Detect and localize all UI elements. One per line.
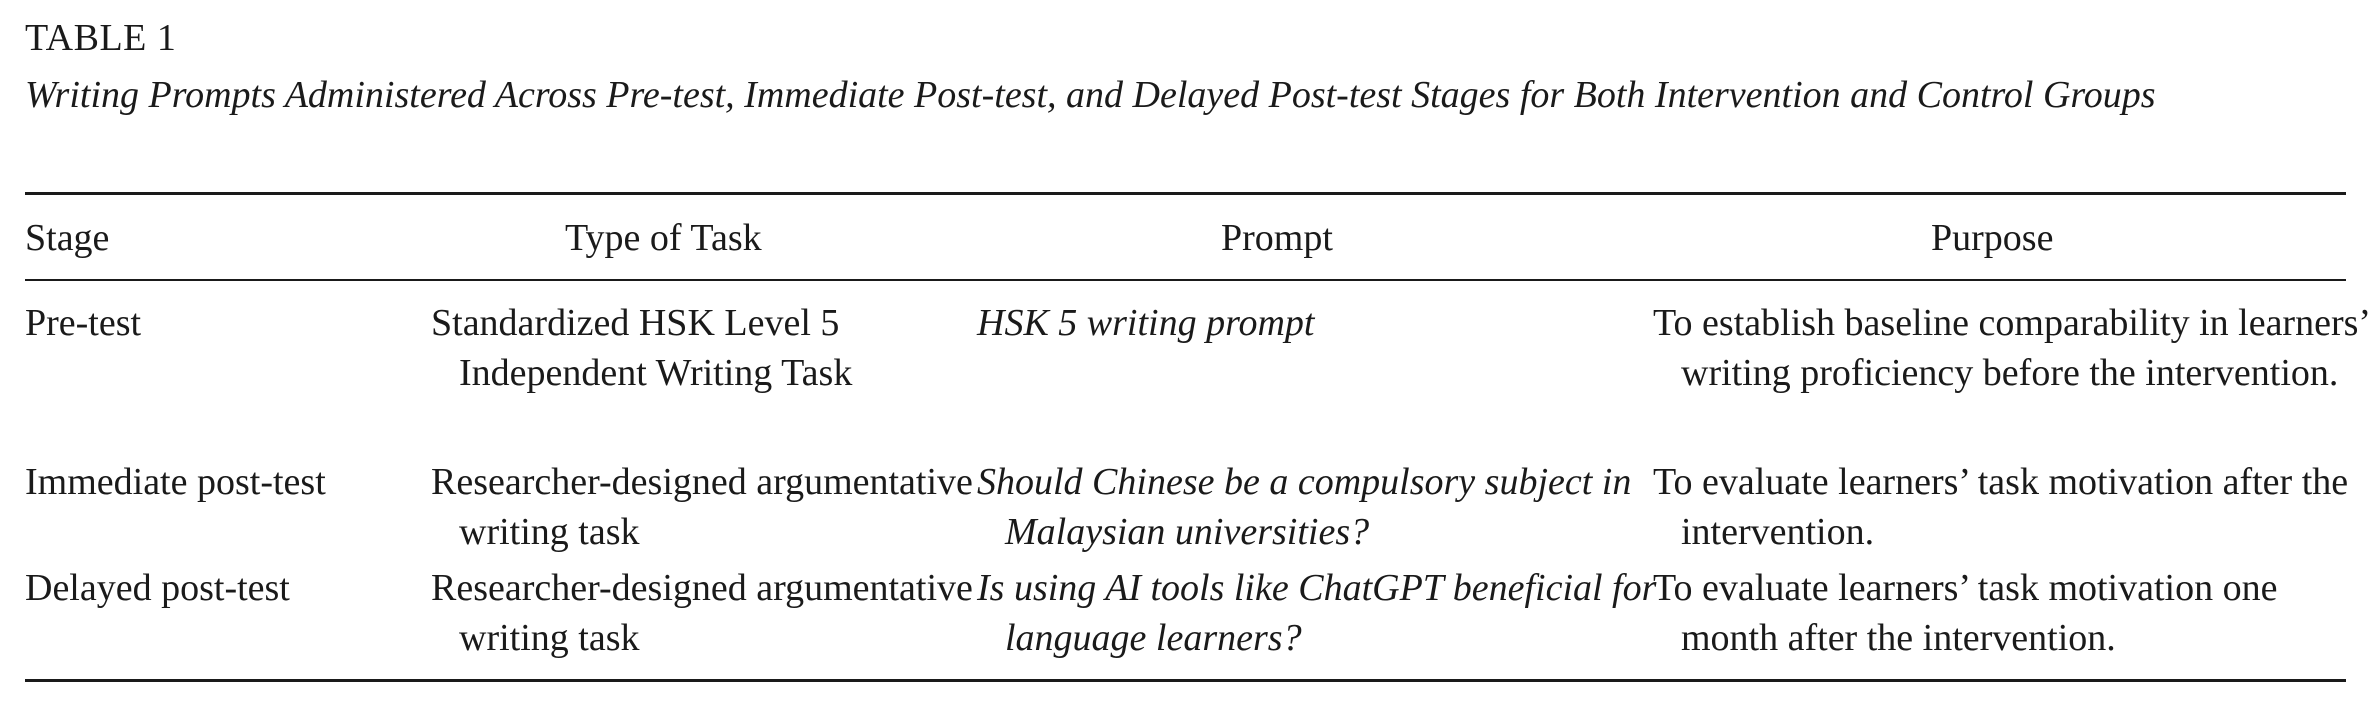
header-stage: Stage xyxy=(25,217,110,259)
row-3-stage: Delayed post-test xyxy=(25,567,290,609)
header-type-of-task: Type of Task xyxy=(565,217,762,259)
header-purpose: Purpose xyxy=(1931,217,2054,259)
table-label: TABLE 1 xyxy=(25,17,177,59)
row-1-stage: Pre-test xyxy=(25,302,142,344)
row-3-purpose: To evaluate learners’ task motivation one month after the intervention. xyxy=(1653,567,2278,659)
row-2-purpose: To evaluate learners’ task motivation after the intervention. xyxy=(1653,461,2349,553)
bottom-rule xyxy=(25,679,2346,682)
table-caption: Writing Prompts Administered Across Pre-test, Immediate Post-test, and Delayed Post-test Stages for Both Intervention and Control Groups xyxy=(25,74,2156,116)
row-3-type-of-task: Researcher-designed argumentative writing task xyxy=(431,567,973,659)
row-3-prompt: Is using AI tools like ChatGPT beneficial for language learners? xyxy=(977,567,1657,659)
top-rule xyxy=(25,192,2346,195)
row-1-type-of-task: Standardized HSK Level 5 Independent Writing Task xyxy=(431,302,853,394)
row-2-type-of-task: Researcher-designed argumentative writing task xyxy=(431,461,973,553)
row-1-purpose: To establish baseline comparability in learners’ writing proficiency before the intervention. xyxy=(1653,302,2369,394)
header-prompt: Prompt xyxy=(1221,217,1333,259)
row-2-stage: Immediate post-test xyxy=(25,461,326,503)
header-rule xyxy=(25,279,2346,281)
row-1-prompt: HSK 5 writing prompt xyxy=(977,302,1315,344)
row-2-prompt: Should Chinese be a compulsory subject in Malaysian universities? xyxy=(977,461,1632,553)
